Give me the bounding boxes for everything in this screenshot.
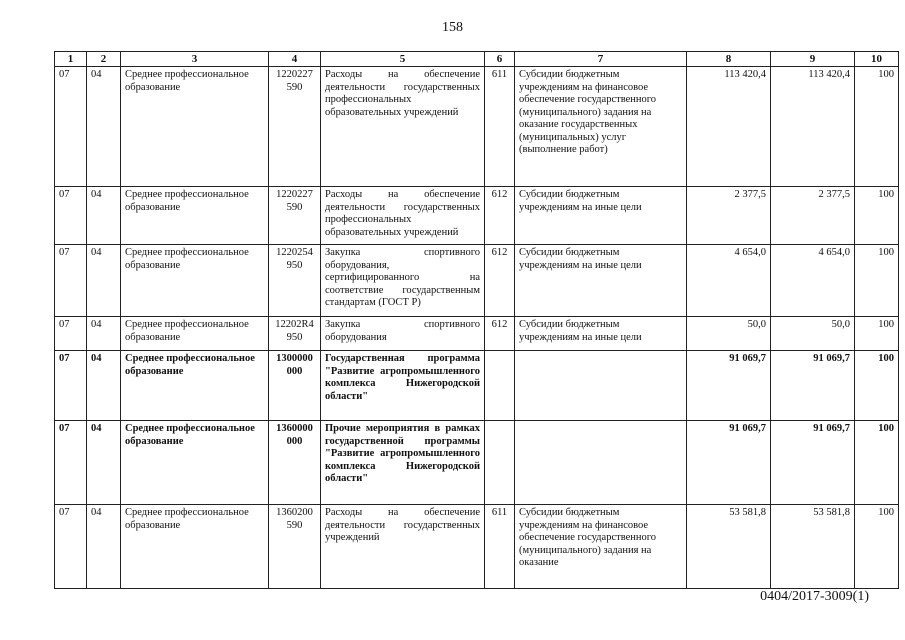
amount-planned: 91 069,7 (687, 421, 771, 505)
section-code: 07 (55, 317, 87, 351)
subsection-code: 04 (87, 421, 121, 505)
document-code: 0404/2017-3009(1) (760, 589, 869, 604)
target-name: Государственная программа "Развитие агропромышленного комплекса Нижегородской области" (321, 351, 485, 421)
section-name: Среднее профессиональное образование (121, 67, 269, 187)
column-header: 5 (321, 52, 485, 67)
table-row (55, 421, 899, 505)
column-header: 10 (855, 52, 899, 67)
page-number: 158 (442, 20, 463, 35)
amount-planned: 4 654,0 (687, 245, 771, 317)
target-code: 1300000 000 (269, 351, 321, 421)
section-code: 07 (55, 505, 87, 589)
expense-type-code: 611 (485, 505, 515, 589)
execution-percent: 100 (855, 351, 899, 421)
column-header: 3 (121, 52, 269, 67)
expense-type-name: Субсидии бюджетным учреждениям на финансовое обеспечение государственного (муниципального) задания на оказание (515, 505, 687, 589)
budget-table (54, 51, 899, 589)
column-header: 8 (687, 52, 771, 67)
section-name: Среднее профессиональное образование (121, 351, 269, 421)
table-row (55, 505, 899, 589)
column-header: 2 (87, 52, 121, 67)
expense-type-name (515, 351, 687, 421)
target-code: 1220227 590 (269, 67, 321, 187)
execution-percent: 100 (855, 67, 899, 187)
expense-type-code: 611 (485, 67, 515, 187)
expense-type-code: 612 (485, 317, 515, 351)
target-code: 1360000 000 (269, 421, 321, 505)
amount-planned: 2 377,5 (687, 187, 771, 245)
execution-percent: 100 (855, 187, 899, 245)
target-name: Закупка спортивного оборудования, сертифицированного на соответствие государственным стандартам (ГОСТ Р) (321, 245, 485, 317)
column-header: 6 (485, 52, 515, 67)
section-code: 07 (55, 351, 87, 421)
amount-executed: 91 069,7 (771, 421, 855, 505)
amount-planned: 91 069,7 (687, 351, 771, 421)
expense-type-name: Субсидии бюджетным учреждениям на финансовое обеспечение государственного (муниципального) задания на оказание государственных (муниципальных) услуг (выполнение работ) (515, 67, 687, 187)
section-code: 07 (55, 67, 87, 187)
expense-type-name (515, 421, 687, 505)
subsection-code: 04 (87, 67, 121, 187)
expense-type-name: Субсидии бюджетным учреждениям на иные цели (515, 245, 687, 317)
target-name: Расходы на обеспечение деятельности государственных профессиональных образовательных учреждений (321, 67, 485, 187)
section-name: Среднее профессиональное образование (121, 505, 269, 589)
amount-executed: 113 420,4 (771, 67, 855, 187)
target-name: Закупка спортивного оборудования (321, 317, 485, 351)
amount-planned: 50,0 (687, 317, 771, 351)
subsection-code: 04 (87, 245, 121, 317)
column-header: 1 (55, 52, 87, 67)
target-code: 12202R4 950 (269, 317, 321, 351)
target-name: Прочие мероприятия в рамках государственной программы "Развитие агропромышленного комплекса Нижегородской области" (321, 421, 485, 505)
subsection-code: 04 (87, 317, 121, 351)
execution-percent: 100 (855, 317, 899, 351)
section-code: 07 (55, 421, 87, 505)
subsection-code: 04 (87, 505, 121, 589)
subsection-code: 04 (87, 351, 121, 421)
target-code: 1220227 590 (269, 187, 321, 245)
expense-type-name: Субсидии бюджетным учреждениям на иные цели (515, 187, 687, 245)
section-code: 07 (55, 187, 87, 245)
amount-planned: 53 581,8 (687, 505, 771, 589)
section-name: Среднее профессиональное образование (121, 187, 269, 245)
expense-type-code (485, 421, 515, 505)
section-name: Среднее профессиональное образование (121, 245, 269, 317)
execution-percent: 100 (855, 505, 899, 589)
section-name: Среднее профессиональное образование (121, 317, 269, 351)
expense-type-name: Субсидии бюджетным учреждениям на иные цели (515, 317, 687, 351)
table-row (55, 67, 899, 187)
execution-percent: 100 (855, 421, 899, 505)
amount-planned: 113 420,4 (687, 67, 771, 187)
amount-executed: 50,0 (771, 317, 855, 351)
table-row (55, 187, 899, 245)
section-code: 07 (55, 245, 87, 317)
section-name: Среднее профессиональное образование (121, 421, 269, 505)
column-header: 4 (269, 52, 321, 67)
expense-type-code (485, 351, 515, 421)
subsection-code: 04 (87, 187, 121, 245)
target-name: Расходы на обеспечение деятельности государственных учреждений (321, 505, 485, 589)
target-code: 1360200 590 (269, 505, 321, 589)
table-row (55, 351, 899, 421)
expense-type-code: 612 (485, 187, 515, 245)
amount-executed: 91 069,7 (771, 351, 855, 421)
execution-percent: 100 (855, 245, 899, 317)
amount-executed: 2 377,5 (771, 187, 855, 245)
amount-executed: 4 654,0 (771, 245, 855, 317)
expense-type-code: 612 (485, 245, 515, 317)
column-header: 7 (515, 52, 687, 67)
table-row (55, 245, 899, 317)
header-row (55, 52, 899, 67)
amount-executed: 53 581,8 (771, 505, 855, 589)
target-code: 1220254 950 (269, 245, 321, 317)
column-header: 9 (771, 52, 855, 67)
table-row (55, 317, 899, 351)
target-name: Расходы на обеспечение деятельности государственных профессиональных образовательных учреждений (321, 187, 485, 245)
